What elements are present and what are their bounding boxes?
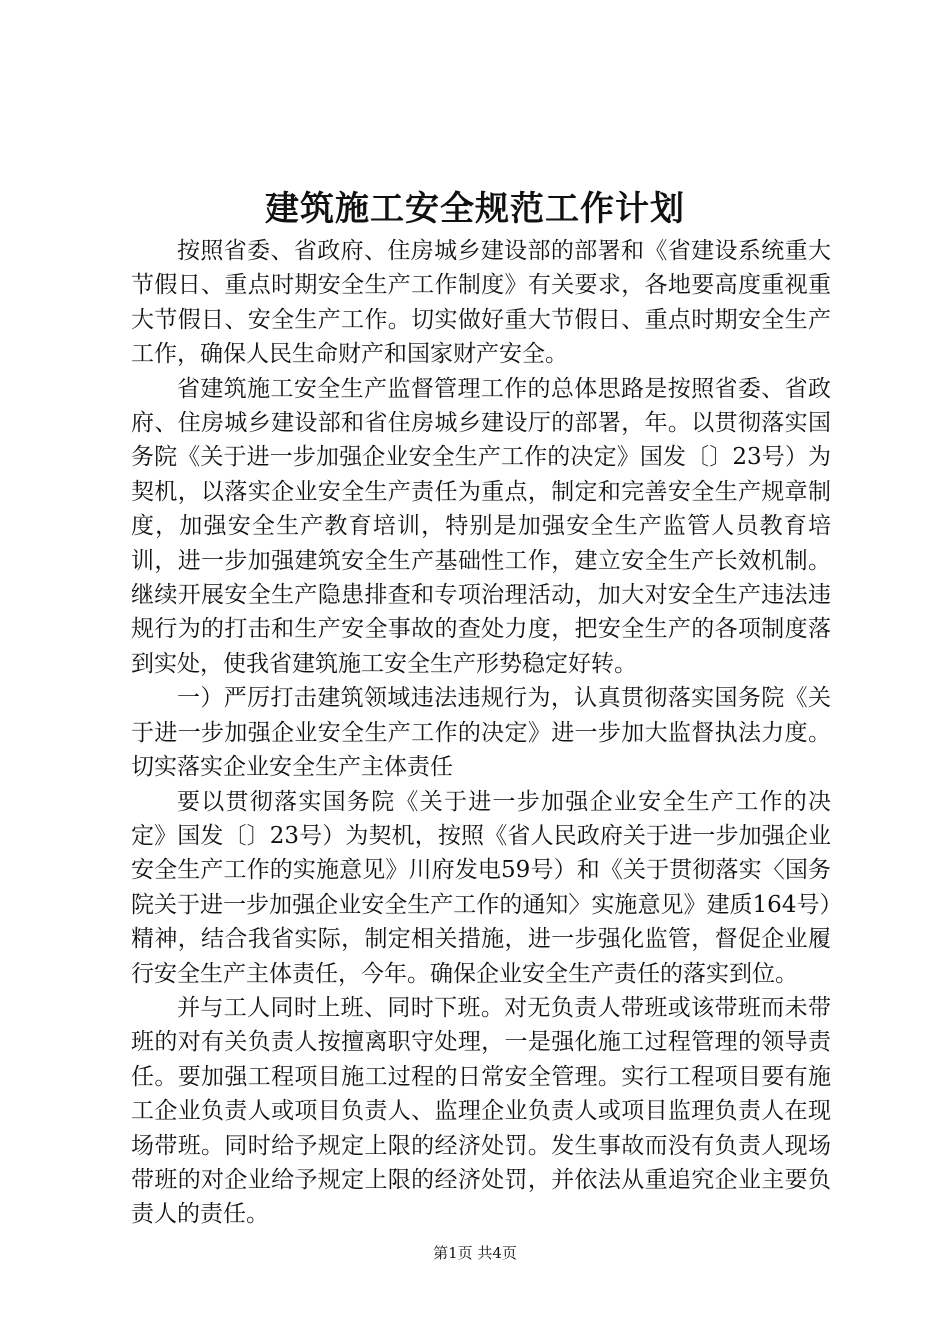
document-body (131, 234, 831, 1232)
document-title: 建筑施工安全规范工作计划 (265, 189, 685, 229)
paragraph-5: 并与工人同时上班、同时下班。对无负责人带班或该带班而未带班的对有关负责人按擅离职守处理，一是强化施工过程管理的领导责任。要加强工程项目施工过程的日常安全管理。实行工程项目要有施工企业负责人或项目负责人、监理企业负责人或项目监理负责人在现场带班。同时给予规定上限的经济处罚。发生事故而没有负责人现场带班的对企业给予规定上限的经济处罚，并依法从重追究企业主要负责人的责任。 (131, 994, 831, 1228)
paragraph-3: 一）严厉打击建筑领域违法违规行为，认真贯彻落实国务院《关于进一步加强企业安全生产工作的决定》进一步加大监督执法力度。切实落实企业安全生产主体责任 (131, 685, 831, 781)
paragraph-2: 省建筑施工安全生产监督管理工作的总体思路是按照省委、省政府、住房城乡建设部和省住房城乡建设厅的部署，年。以贯彻落实国务院《关于进一步加强企业安全生产工作的决定》国发〔〕23号）为契机，以落实企业安全生产责任为重点，制定和完善安全生产规章制度，加强安全生产教育培训，特别是加强安全生产监管人员教育培训，进一步加强建筑安全生产基础性工作，建立安全生产长效机制。继续开展安全生产隐患排查和专项治理活动，加大对安全生产违法违规行为的打击和生产安全事故的查处力度，把安全生产的各项制度落到实处，使我省建筑施工安全生产形势稳定好转。 (131, 375, 831, 677)
paragraph-1: 按照省委、省政府、住房城乡建设部的部署和《省建设系统重大节假日、重点时期安全生产工作制度》有关要求，各地要高度重视重大节假日、安全生产工作。切实做好重大节假日、重点时期安全生产工作，确保人民生命财产和国家财产安全。 (131, 238, 831, 368)
page-footer: 第1页 共4页 (433, 1244, 517, 1262)
paragraph-4: 要以贯彻落实国务院《关于进一步加强企业安全生产工作的决定》国发〔〕23号）为契机，按照《省人民政府关于进一步加强企业安全生产工作的实施意见》川府发电59号）和《关于贯彻落实〈国务院关于进一步加强企业安全生产工作的通知〉实施意见》建质164号）精神，结合我省实际，制定相关措施，进一步强化监管，督促企业履行安全生产主体责任，今年。确保企业安全生产责任的落实到位。 (131, 788, 831, 987)
